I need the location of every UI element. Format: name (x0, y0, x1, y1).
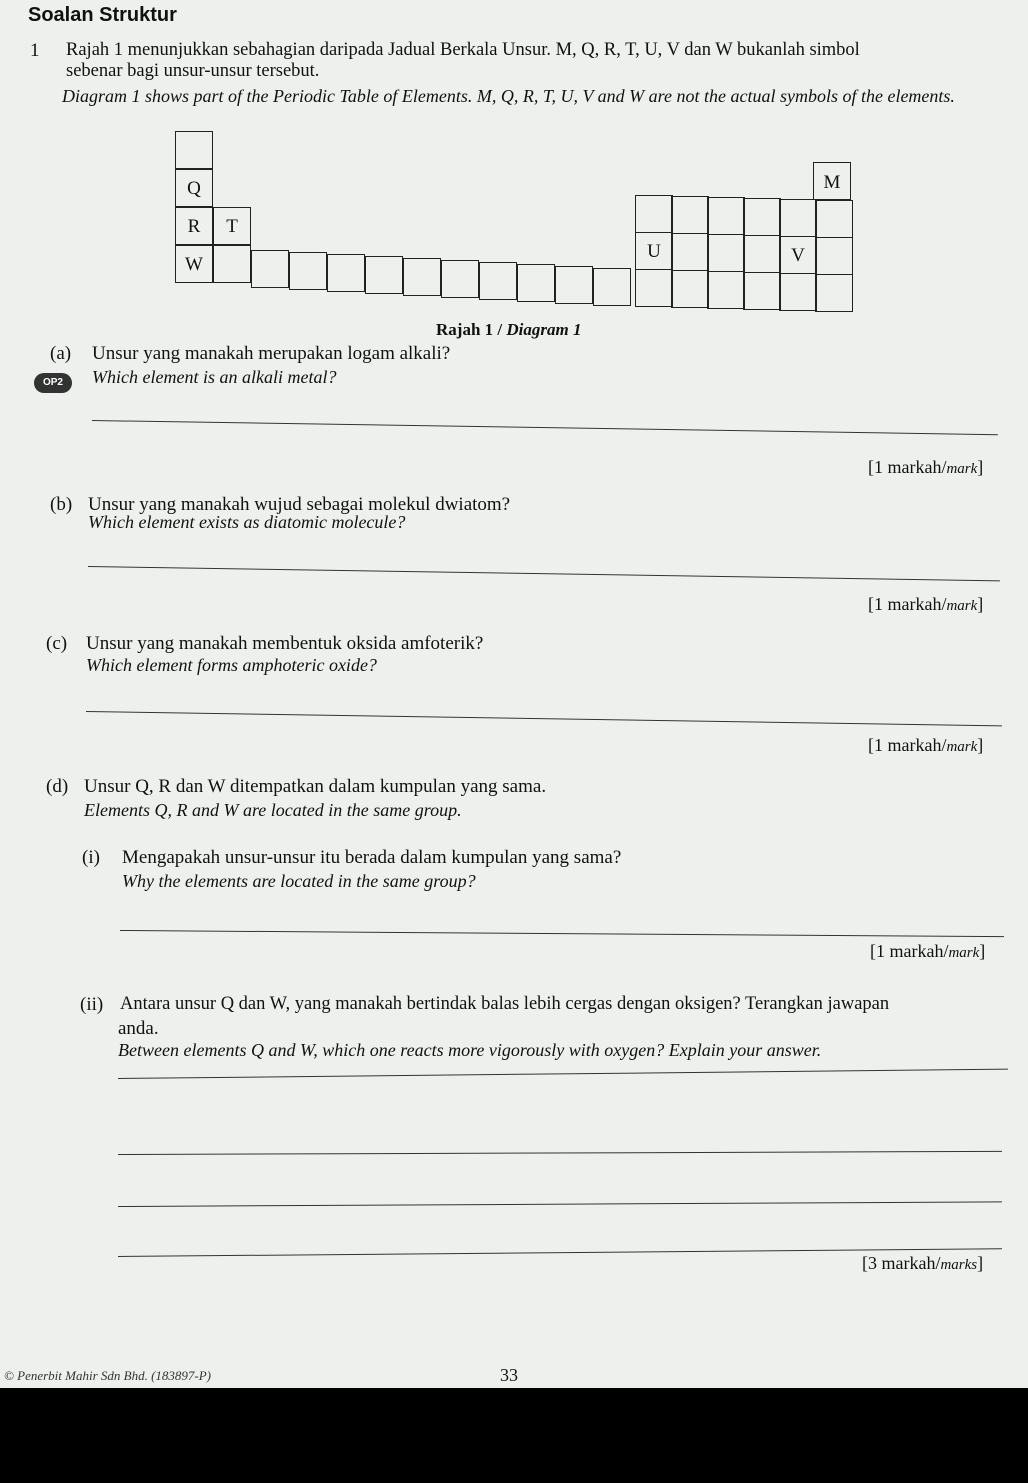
pt-cell (743, 272, 781, 310)
answer-line[interactable] (118, 1201, 1002, 1207)
part-a-question-ms: Unsur yang manakah merupakan logam alkali? (92, 343, 451, 364)
part-a-marks: [1 markah/mark] (868, 457, 984, 477)
element-label-r: R (187, 216, 201, 237)
element-label-t: T (226, 216, 238, 237)
pt-cell (593, 268, 631, 306)
part-d-i-question-ms: Mengapakah unsur-unsur itu berada dalam kumpulan yang sama? (122, 847, 622, 868)
element-label-q: Q (187, 178, 201, 199)
pt-cell (517, 264, 555, 302)
part-c-marks: [1 markah/mark] (868, 735, 984, 755)
part-d-ii-question-ms-line1: Antara unsur Q dan W, yang manakah bertindak balas lebih cergas dengan oksigen? Terangkan jawapan (120, 994, 890, 1014)
part-d-ii-label: (ii) (80, 994, 104, 1015)
part-d-i-question-en: Why the elements are located in the same group? (122, 871, 476, 891)
diagram-caption: Rajah 1 / Diagram 1 (436, 320, 582, 339)
pt-cell (707, 234, 745, 272)
pt-cell (779, 199, 817, 237)
pt-cell (251, 250, 289, 288)
question-intro-ms-line2: sebenar bagi unsur-unsur tersebut. (66, 61, 320, 81)
pt-cell (707, 271, 745, 309)
part-d-i-label: (i) (82, 847, 100, 868)
pt-cell (671, 196, 709, 234)
answer-line[interactable] (88, 566, 1000, 581)
pt-cell (213, 245, 251, 283)
answer-line[interactable] (92, 420, 998, 435)
element-label-m: M (823, 172, 841, 193)
pt-cell (403, 258, 441, 296)
element-label-w: W (185, 254, 203, 275)
pt-cell (441, 260, 479, 298)
pt-cell (289, 252, 327, 290)
part-d-i-marks: [1 markah/mark] (870, 941, 986, 961)
part-c-question-ms: Unsur yang manakah membentuk oksida amfoterik? (86, 633, 484, 654)
answer-line[interactable] (120, 930, 1004, 937)
question-intro-ms-line1: Rajah 1 menunjukkan sebahagian daripada Jadual Berkala Unsur. M, Q, R, T, U, V dan W bukanlah simbol (66, 40, 860, 60)
answer-line[interactable] (118, 1069, 1008, 1079)
pt-cell (671, 233, 709, 271)
part-b-label: (b) (50, 494, 73, 515)
part-b-question-ms: Unsur yang manakah wujud sebagai molekul dwiatom? (88, 494, 511, 515)
publisher-footer: © Penerbit Mahir Sdn Bhd. (183897-P) (4, 1368, 212, 1383)
pt-cell (743, 198, 781, 236)
pt-cell (365, 256, 403, 294)
section-title: Soalan Struktur (28, 4, 177, 26)
part-d-ii-marks: [3 markah/marks] (862, 1253, 984, 1273)
pt-cell (707, 197, 745, 235)
part-d-ii-question-ms-line2: anda. (118, 1018, 159, 1039)
pt-cell (327, 254, 365, 292)
element-label-u: U (647, 241, 661, 262)
page-number: 33 (500, 1365, 518, 1385)
pt-cell (815, 237, 853, 275)
part-a-question-en: Which element is an alkali metal? (92, 367, 337, 387)
pt-cell (175, 131, 213, 169)
question-intro-en: Diagram 1 shows part of the Periodic Table of Elements. M, Q, R, T, U, V and W are not the actual symbols of the elements. (62, 86, 955, 106)
question-number: 1 (30, 40, 40, 61)
answer-line[interactable] (86, 711, 1002, 726)
part-d-statement-ms: Unsur Q, R dan W ditempatkan dalam kumpulan yang sama. (84, 776, 547, 797)
pt-cell (635, 195, 673, 233)
pt-cell (815, 274, 853, 312)
element-label-v: V (791, 245, 805, 266)
pt-cell (479, 262, 517, 300)
part-b-marks: [1 markah/mark] (868, 594, 984, 614)
part-d-statement-en: Elements Q, R and W are located in the same group. (84, 800, 462, 820)
part-d-label: (d) (46, 776, 69, 797)
part-d-ii-question-en: Between elements Q and W, which one reacts more vigorously with oxygen? Explain your answer. (118, 1040, 822, 1060)
pt-cell (743, 235, 781, 273)
part-c-question-en: Which element forms amphoteric oxide? (86, 655, 377, 675)
answer-line[interactable] (118, 1151, 1002, 1155)
part-c-label: (c) (46, 633, 68, 654)
part-a-label: (a) (50, 343, 72, 364)
pt-cell (555, 266, 593, 304)
pt-cell (635, 269, 673, 307)
op2-badge: OP2 (34, 373, 72, 393)
pt-cell (779, 273, 817, 311)
pt-cell (671, 270, 709, 308)
pt-cell (815, 200, 853, 238)
part-b-question-en: Which element exists as diatomic molecule? (88, 512, 406, 532)
